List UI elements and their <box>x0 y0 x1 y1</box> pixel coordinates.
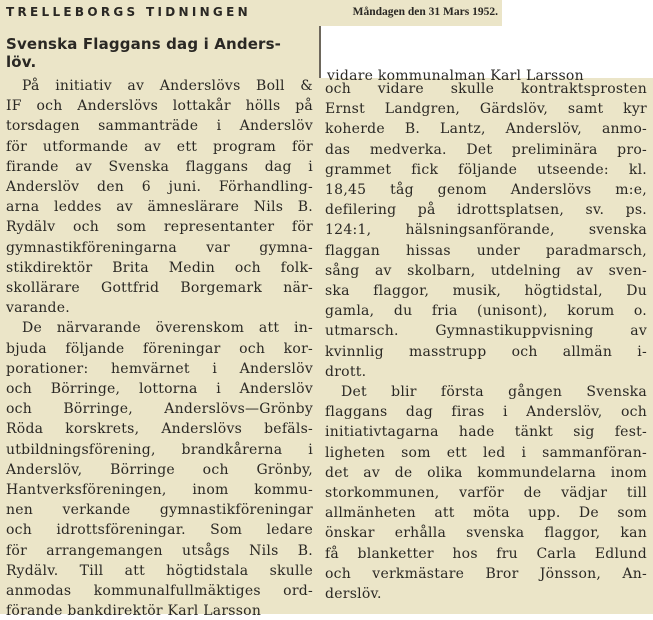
newspaper-name: TRELLEBORGS TIDNINGEN <box>6 5 251 19</box>
article-text-line: ligheten som ett led i sammanföran- <box>325 444 647 461</box>
issue-date: Måndagen den 31 Mars 1952. <box>352 6 498 18</box>
article-text-line: Ernst Landgren, Gärdslöv, samt kyr <box>325 101 647 118</box>
article-text-line: På initiativ av Anderslövs Boll & <box>22 78 313 94</box>
article-text-line: das medverka. Det preliminära pro- <box>325 141 647 158</box>
article-text-line: skollärare Gottfrid Borgemark när- <box>6 280 313 296</box>
article-text-line: och verkmästare Bror Jönsson, An- <box>325 565 647 582</box>
article-text-line: önskar erhålla svenska flaggor, kan <box>325 525 647 542</box>
article-text-line: Anderslöv, Börringe och Grönby, <box>6 461 313 478</box>
article-text-line: Röda korskrets, Anderslövs befäls- <box>6 421 313 438</box>
article-text-line: Det blir första gången Svenska <box>341 384 647 400</box>
article-text-line: flaggan hissas under paradmarsch, <box>325 242 647 259</box>
article-text-line: sång av skolbarn, utdelning av sven- <box>325 262 647 279</box>
article-text-line: Rydälv. Till att högtidstala skulle <box>6 562 313 579</box>
article-text-line: firande av Svenska flaggans dag i <box>6 158 313 175</box>
cut-off-text: vidare kommunalman Karl Larsson <box>327 68 584 84</box>
article-text-line: Hantverksföreningen, inom kommu- <box>6 482 313 498</box>
article-text-line: Anderslöv den 6 juni. Förhandling- <box>6 179 313 195</box>
article-text-line: anmodas kommunalfullmäktiges ord- <box>6 583 313 599</box>
article-text-line: flaggans dag firas i Anderslöv, och <box>325 404 647 421</box>
article-text-line: De närvarande överenskom att in- <box>22 320 313 337</box>
article-text-line: ska flaggor, musik, högtidstal, Du <box>325 283 647 299</box>
headline-line: löv. <box>6 53 37 71</box>
headline-line: Svenska Flaggans dag i Anders- <box>6 35 282 53</box>
article-text-line: bjuda följande föreningar och kor- <box>6 340 313 357</box>
article-text-line: drott. <box>325 363 367 380</box>
article-text-line: få blanketter hos fru Carla Edlund <box>325 545 647 562</box>
article-text-line: initiativtagarna hade tänkt sig fest- <box>325 424 647 441</box>
article-text-line: koherde B. Lantz, Anderslöv, anmo- <box>325 121 647 138</box>
article-text-line: arna leddes av ämneslärare Nils B. <box>6 199 313 216</box>
article-text-line: torsdagen sammanträde i Anderslöv <box>6 118 313 135</box>
article-text-line: och idrottsföreningar. Som ledare <box>6 522 313 539</box>
article-text-line: stikdirektör Brita Medin och folk- <box>6 259 313 276</box>
article-text-line: utmarsch. Gymnastikuppvisning av <box>325 323 647 340</box>
article-text-line: utbildningsförening, brandkårerna i <box>6 441 313 458</box>
article-text-line: porationer: hemvärnet i Anderslöv <box>6 360 313 377</box>
article-text-line: allmänheten att möta upp. De som <box>325 505 647 522</box>
article-column-1 <box>0 26 319 620</box>
article-text-line: och Börringe, lottorna i Anderslöv <box>6 381 313 397</box>
article-text-line: 124:1, hälsningsanförande, svenska <box>325 222 647 239</box>
article-text-line: för utformande av ett program för <box>6 138 313 155</box>
article-text-line: och vidare skulle kontraktsprosten <box>325 81 647 97</box>
article-text-line: nen verkande gymnastikföreningar <box>6 502 313 519</box>
article-text-line: det av de olika kommundelarna inom <box>325 464 647 481</box>
article-text-line: defilering på idrottsplatsen, sv. ps. <box>325 202 647 219</box>
article-text-line: derslöv. <box>325 586 382 602</box>
article-text-line: 18,45 tåg genom Anderslövs m:e, <box>325 182 647 198</box>
article-text-line: Rydälv och som representanter för <box>6 219 313 236</box>
article-text-line: gymnastikföreningarna var gymna- <box>6 239 313 256</box>
article-text-line: kvinnlig masstrupp och allmän i- <box>325 343 647 360</box>
article-text-line: förande bankdirektör Karl Larsson <box>6 603 262 620</box>
article-text-line: IF och Anderslövs lottakår hölls på <box>6 98 313 115</box>
article-text-line: grammet fick följande utseende: kl. <box>325 161 647 178</box>
masthead <box>0 0 502 26</box>
article-text-line: och Börringe, Anderslövs—Grönby <box>6 401 313 418</box>
article-text-line: varande. <box>6 300 71 317</box>
article-column-2 <box>319 68 653 614</box>
article-text-line: gamla, du fria (unisont), korum o. <box>325 303 647 320</box>
article-text-line: för arrangemangen utsågs Nils B. <box>6 542 313 559</box>
article-text-line: storkommunen, varför de vädjar till <box>325 485 647 501</box>
